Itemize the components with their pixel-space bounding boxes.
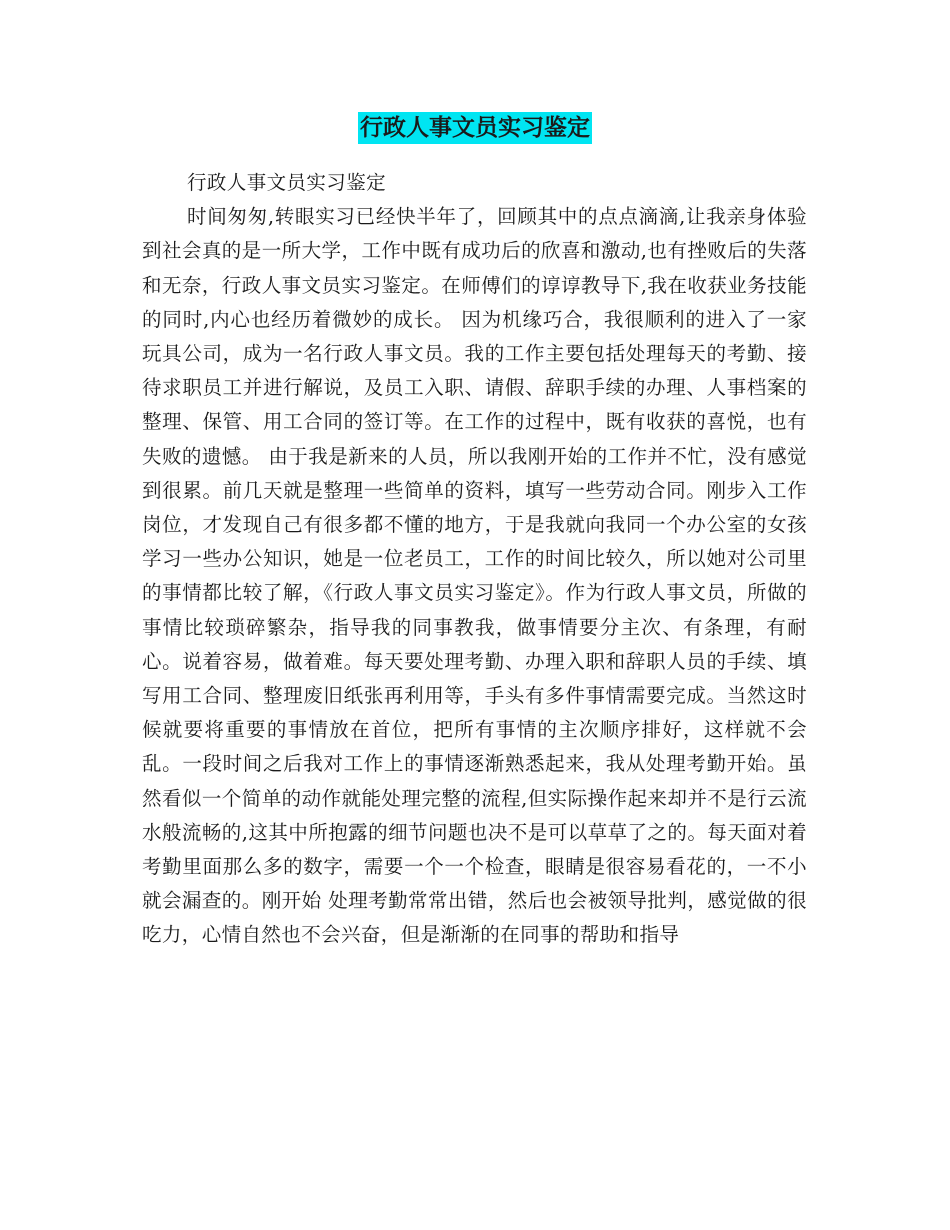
- document-body: [142, 166, 807, 953]
- document-subtitle: 行政人事文员实习鉴定: [187, 171, 387, 194]
- title-wrapper: [0, 112, 950, 144]
- document-title: 行政人事文员实习鉴定: [358, 112, 592, 144]
- body-paragraph: 时间匆匆,转眼实习已经快半年了，回顾其中的点点滴滴,让我亲身体验到社会真的是一所大学，工作中既有成功后的欣喜和激动,也有挫败后的失落和无奈，行政人事文员实习鉴定。在师傅们的谆谆教导下,我在收获业务技能的同时,内心也经历着微妙的成长。 因为机缘巧合，我很顺利的进入了一家玩具公司，成为一名行政人事文员。我的工作主要包括处理每天的考勤、接待求职员工并进行解说，及员工入职、请假、辞职手续的办理、人事档案的整理、保管、用工合同的签订等。在工作的过程中，既有收获的喜悦，也有失败的遗憾。 由于我是新来的人员，所以我刚开始的工作并不忙，没有感觉到很累。前几天就是整理一些简单的资料，填写一些劳动合同。刚步入工作岗位，才发现自己有很多都不懂的地方，于是我就向我同一个办公室的女孩学习一些办公知识，她是一位老员工，工作的时间比较久，所以她对公司里的事情都比较了解，《行政人事文员实习鉴定》。作为行政人事文员，所做的事情比较琐碎繁杂，指导我的同事教我，做事情要分主次、有条理，有耐心。说着容易，做着难。每天要处理考勤、办理入职和辞职人员的手续、填写用工合同、整理废旧纸张再利用等，手头有多件事情需要完成。当然这时候就要将重要的事情放在首位，把所有事情的主次顺序排好，这样就不会乱。一段时间之后我对工作上的事情逐渐熟悉起来，我从处理考勤开始。虽然看似一个简单的动作就能处理完整的流程,但实际操作起来却并不是行云流水般流畅的,这其中所抱露的细节问题也决不是可以草草了之的。每天面对着考勤里面那么多的数字，需要一个一个检查，眼睛是很容易看花的，一不小就会漏查的。刚开始 处理考勤常常出错，然后也会被领导批判，感觉做的很吃力，心情自然也不会兴奋，但是渐渐的在同事的帮助和指导: [142, 205, 807, 947]
